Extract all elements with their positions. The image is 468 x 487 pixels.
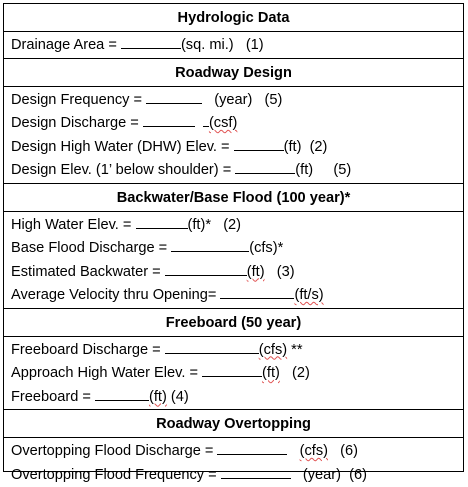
reference-note: (1) [246,37,264,53]
reference-note: (6) [349,467,367,483]
section-body-overtopping [4,438,463,487]
unit-label: (ft) [262,365,280,381]
hydraulic-data-form [3,3,464,472]
unit-label: (ft) [295,162,313,178]
unit-label: (cfs)* [249,240,283,256]
form-row [11,339,463,363]
form-row [11,34,463,58]
fill-blank[interactable] [234,137,284,151]
form-row [11,362,463,386]
field-label: Freeboard = [11,389,95,405]
reference-note: ** [291,342,302,358]
fill-blank[interactable] [235,160,295,174]
section-header-roadway-design: Roadway Design [4,59,463,87]
fill-blank[interactable] [220,285,294,299]
unit-label: (sq. mi.) [181,37,234,53]
field-label: Freeboard Discharge = [11,342,165,358]
fill-blank[interactable] [95,387,149,401]
fill-blank[interactable] [146,90,202,104]
form-row [11,237,463,261]
unit-label: (cfs) [259,342,287,358]
form-row [11,89,463,113]
section-body-hydrologic [4,32,463,59]
unit-label: (ft) [247,264,265,280]
field-label: Overtopping Flood Discharge = [11,443,217,459]
reference-note: (5) [265,92,283,108]
field-label: Base Flood Discharge = [11,240,171,256]
unit-label: (year) [214,92,252,108]
section-header-hydrologic: Hydrologic Data [4,4,463,32]
reference-note: (3) [277,264,295,280]
reference-note: (6) [340,443,358,459]
unit-label: (ft/s) [294,287,323,303]
unit-label: (year) [303,467,341,483]
fill-blank[interactable] [202,363,262,377]
unit-label: (ft) [284,139,302,155]
section-body-backwater [4,212,463,309]
unit-label: (csf) [209,115,237,131]
form-row [11,284,463,308]
unit-label: (ft) [149,389,167,405]
form-row [11,136,463,160]
reference-note: (2) [292,365,310,381]
field-label: Approach High Water Elev. = [11,365,202,381]
section-body-roadway-design [4,87,463,184]
section-header-backwater: Backwater/Base Flood (100 year)* [4,184,463,212]
reference-note: (2) [310,139,328,155]
form-row [11,214,463,238]
field-label: Design Frequency = [11,92,146,108]
unit-label: (ft)* [188,217,212,233]
field-label: Estimated Backwater = [11,264,165,280]
fill-blank[interactable] [143,113,195,127]
form-row [11,464,463,487]
section-header-overtopping: Roadway Overtopping [4,410,463,438]
field-label: High Water Elev. = [11,217,136,233]
reference-note: (4) [171,389,189,405]
field-label: Overtopping Flood Frequency = [11,467,221,483]
field-label: Design Elev. (1’ below shoulder) = [11,162,235,178]
unit-label: (cfs) [300,443,328,459]
fill-blank[interactable] [165,340,259,354]
field-label: Design Discharge = [11,115,143,131]
fill-blank[interactable] [165,262,247,276]
fill-blank[interactable] [121,35,181,49]
fill-blank[interactable] [171,238,249,252]
reference-note: (2) [223,217,241,233]
field-label: Design High Water (DHW) Elev. = [11,139,234,155]
form-row [11,112,463,136]
form-row [11,440,463,464]
reference-note: (5) [333,162,351,178]
field-label: Drainage Area = [11,37,121,53]
field-label: Average Velocity thru Opening= [11,287,220,303]
form-row [11,159,463,183]
fill-blank[interactable] [136,215,188,229]
fill-blank[interactable] [221,465,291,479]
form-row [11,261,463,285]
section-header-freeboard: Freeboard (50 year) [4,309,463,337]
section-body-freeboard [4,337,463,411]
fill-blank[interactable] [217,441,287,455]
form-row [11,386,463,410]
